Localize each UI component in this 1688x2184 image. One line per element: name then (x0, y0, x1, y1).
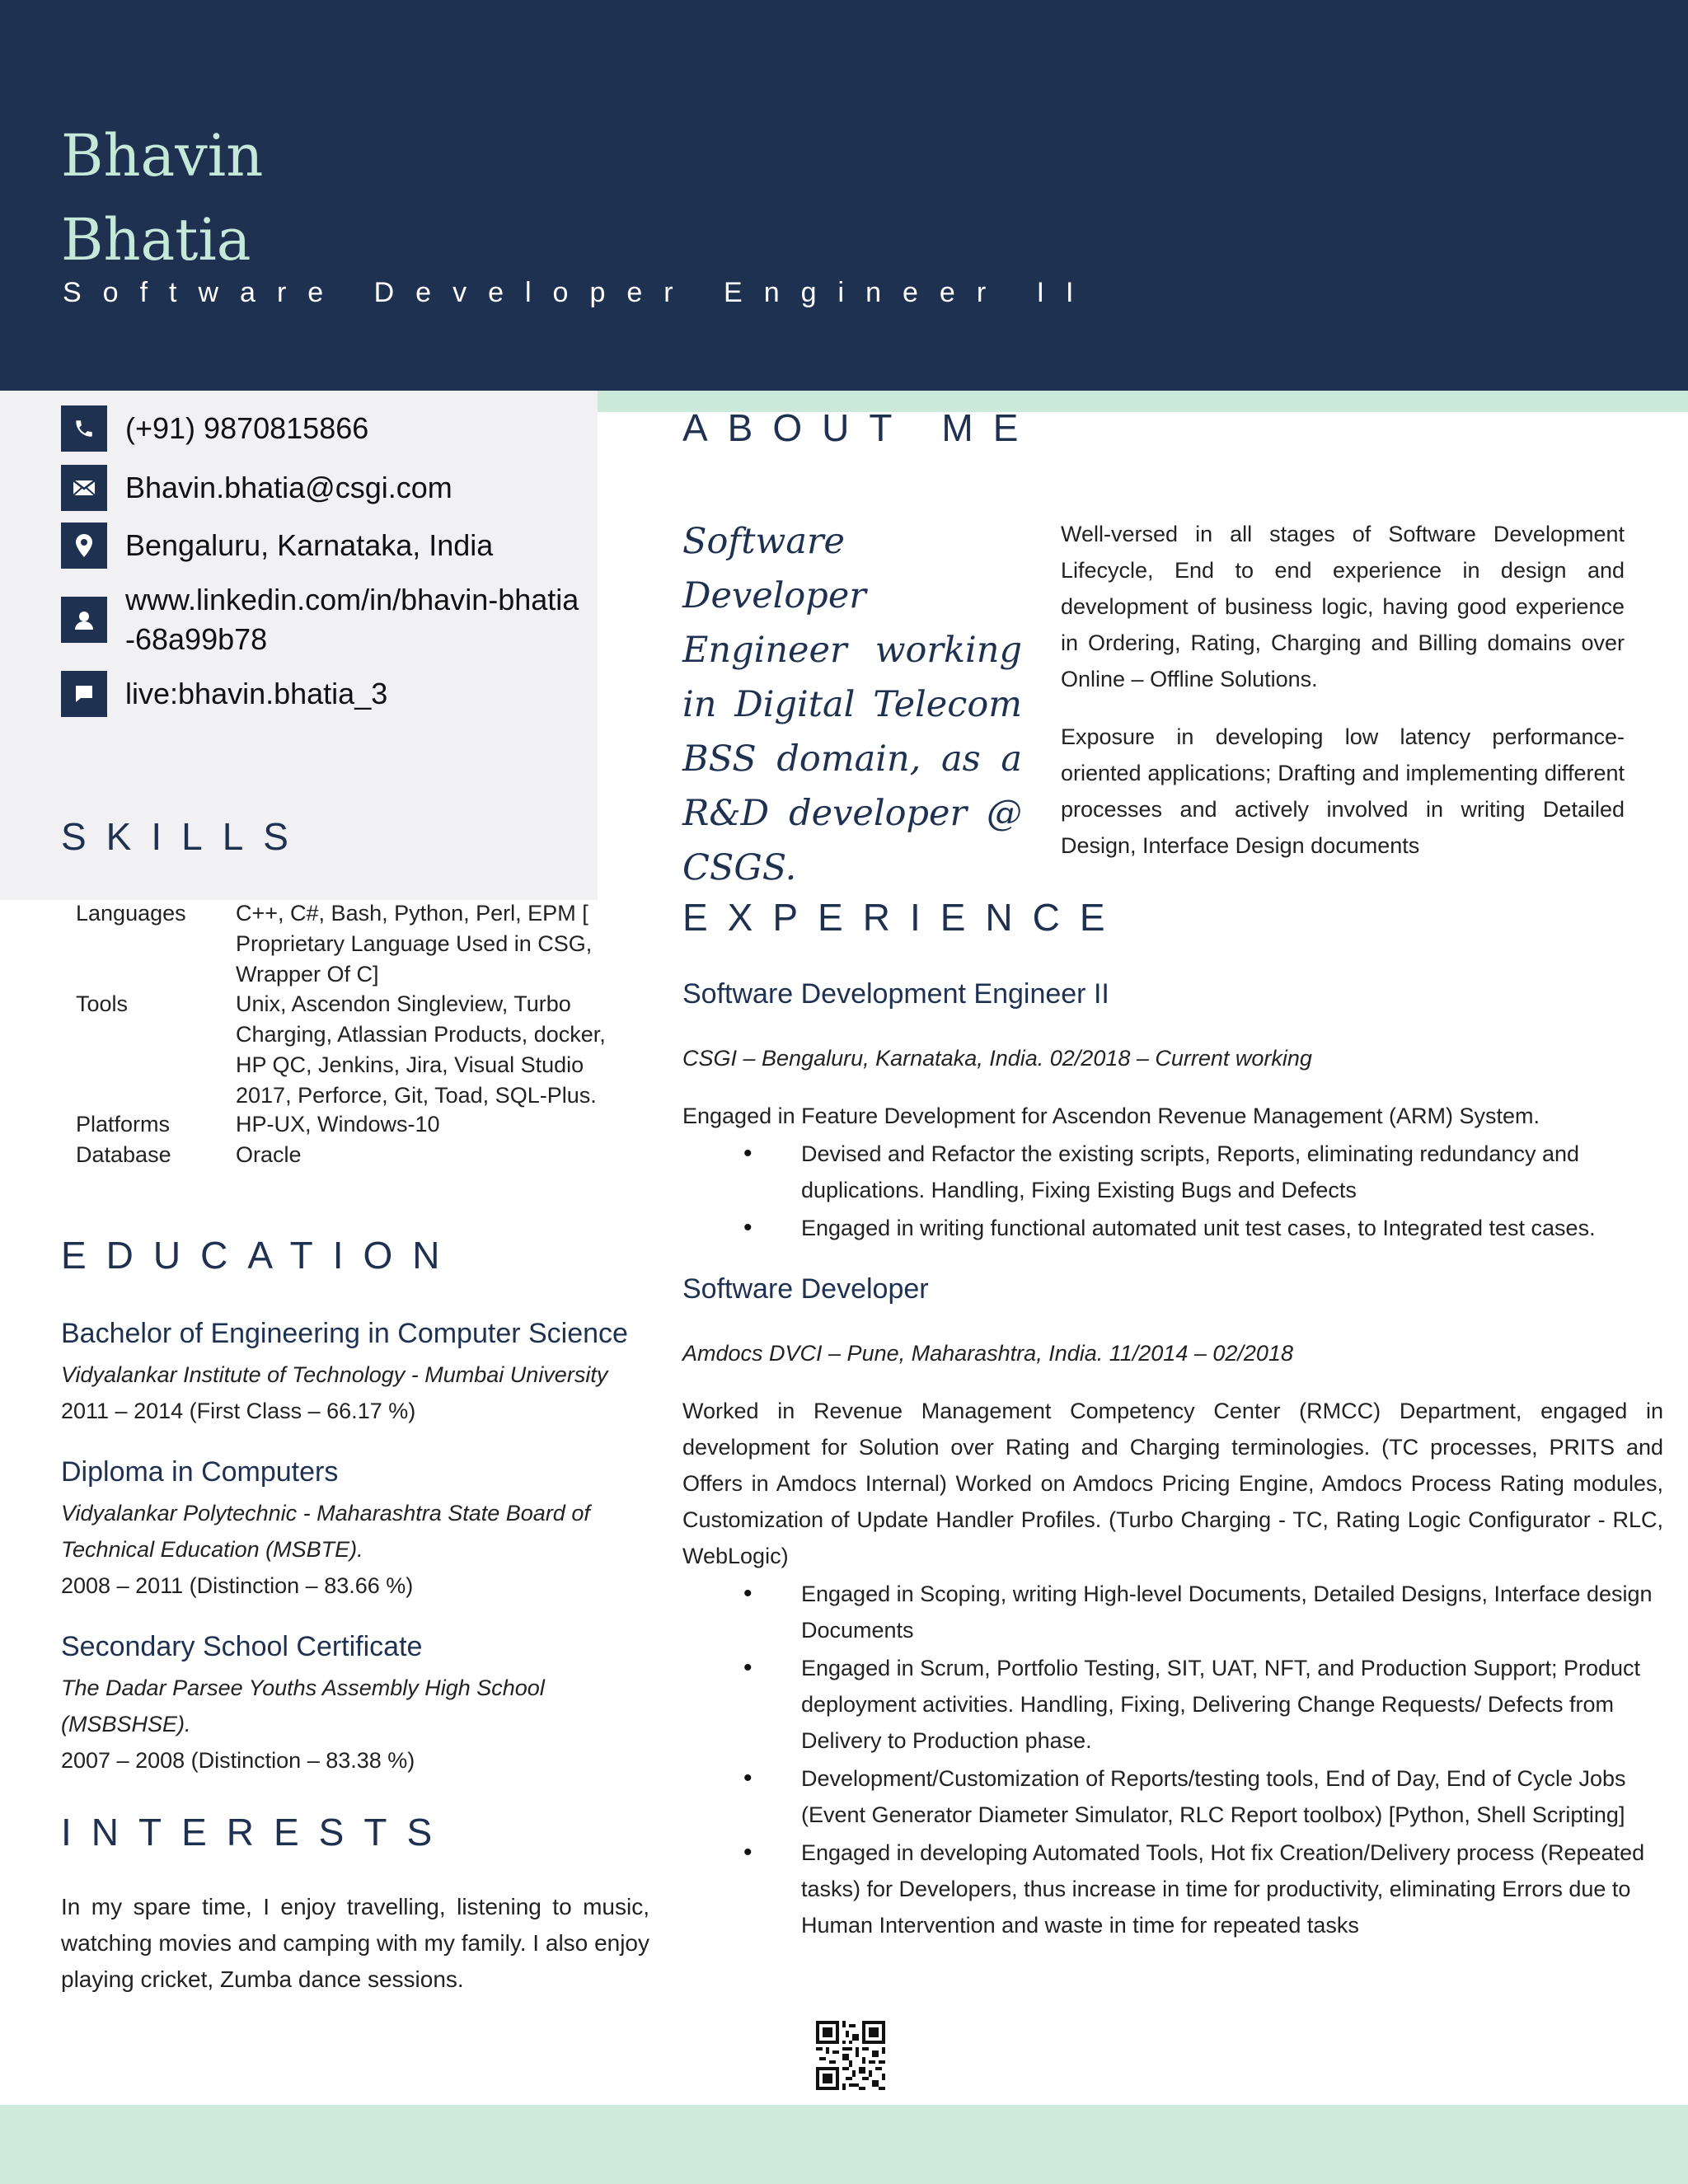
education-institution: Vidyalankar Polytechnic - Maharashtra State Board of Technical Education (MSBTE). (61, 1501, 590, 1562)
footer-band (0, 2105, 1688, 2184)
skype-id[interactable]: live:bhavin.bhatia_3 (125, 677, 388, 710)
education-degree: Diploma in Computers (61, 1456, 339, 1488)
first-name: Bhavin (61, 122, 264, 190)
skill-value: HP-UX, Windows-10 (236, 1112, 440, 1137)
phone-text[interactable]: (+91) 9870815866 (125, 411, 369, 445)
location-text: Bengaluru, Karnataka, India (125, 528, 494, 562)
last-name: Bhatia (61, 206, 251, 274)
job-company-dates: Amdocs DVCI – Pune, Maharashtra, India. 11/2014 – 02/2018 (682, 1341, 1293, 1366)
job-bullet: • Engaged in Scoping, writing High-level Documents, Detailed Designs, Interface design Documents (682, 1576, 1672, 1648)
contact-linkedin (61, 597, 107, 643)
job-summary: Worked in Revenue Management Competency Center (RMCC) Department, engaged in development for Solution over Rating and Charging terminologies. (TC processes, PRITS and Offers in Amdocs Internal) Worked on Amdocs Pricing Engine, Amdocs Process Rating modules, Customization of Update Handler Profiles. (Turbo Charging - TC, Rating Logic Configurator - RLC, WebLogic) (682, 1399, 1663, 1568)
about-paragraph: Exposure in developing low latency performance-oriented applications; Drafting and implementing different processes and actively involved in writing Detailed Design, Interface Design documents (1061, 724, 1625, 858)
contact-skype (61, 671, 387, 717)
job-bullet: • Devised and Refactor the existing scripts, Reports, eliminating redundancy and duplications. Handling, Fixing Existing Bugs and Defects (682, 1136, 1672, 1208)
contact-email (61, 465, 452, 511)
job-title: Software Developer (682, 1273, 929, 1305)
skill-value: Unix, Ascendon Singleview, Turbo Charging, Atlassian Products, docker, HP QC, Jenkins, Jira, Visual Studio 2017, Perforce, Git, Toad, SQL-Plus. (236, 991, 606, 1108)
job-bullet: • Engaged in Scrum, Portfolio Testing, SIT, UAT, NFT, and Production Support; Product deployment activities. Handling, Fixing, Delivering Change Requests/ Defects from Delivery to Production phase. (682, 1650, 1672, 1759)
education-dates: 2008 – 2011 (Distinction – 83.66 %) (61, 1573, 414, 1598)
job-tagline: Software Developer Engineer II (63, 277, 1095, 308)
about-paragraph: Well-versed in all stages of Software Development Lifecycle, End to end experience in design and development of business logic, having good experience in Ordering, Rating, Charging and Billing domains over Online – Offline Solutions. (1061, 522, 1625, 691)
linkedin-profile-icon (61, 597, 107, 643)
skill-value: C++, C#, Bash, Python, Perl, EPM [ Proprietary Language Used in CSG, Wrapper Of C] (236, 901, 593, 987)
education-dates: 2011 – 2014 (First Class – 66.17 %) (61, 1399, 416, 1423)
job-bullet: • Engaged in developing Automated Tools, Hot fix Creation/Delivery process (Repeated tasks) for Developers, thus increase in time for productivity, eliminating Errors due to Human Intervention and waste in time for repeated tasks (682, 1835, 1672, 1943)
education-heading: EDUCATION (61, 1234, 460, 1277)
location-pin-icon (61, 523, 107, 569)
about-summary-quote: Software Developer Engineer working in Digital Telecom BSS domain, as a R&D developer @ CSGS. (682, 521, 1022, 888)
education-degree: Secondary School Certificate (61, 1631, 423, 1662)
job-bullets (682, 1136, 1672, 1248)
skill-label: Tools (76, 991, 129, 1016)
phone-icon (61, 405, 107, 452)
skill-value: Oracle (236, 1142, 302, 1167)
linkedin-link[interactable]: www.linkedin.com/in/bhavin-bhatia-68a99b78 (125, 583, 579, 656)
skills-heading: SKILLS (61, 815, 308, 858)
email-link[interactable]: Bhavin.bhatia@csgi.com (125, 471, 452, 504)
chat-icon (61, 671, 107, 717)
job-summary: Engaged in Feature Development for Ascendon Revenue Management (ARM) System. (682, 1104, 1540, 1128)
contact-phone (61, 405, 368, 452)
education-dates: 2007 – 2008 (Distinction – 83.38 %) (61, 1748, 415, 1773)
job-title: Software Development Engineer II (682, 978, 1109, 1010)
education-institution: Vidyalankar Institute of Technology - Mumbai University (61, 1362, 608, 1387)
interests-heading: INTERESTS (61, 1811, 452, 1854)
contact-location (61, 523, 493, 569)
job-bullet: • Development/Customization of Reports/testing tools, End of Day, End of Cycle Jobs (Event Generator Diameter Simulator, RLC Report toolbox) [Python, Shell Scripting] (682, 1760, 1672, 1833)
about-heading: ABOUT ME (682, 406, 1039, 449)
skill-label: Languages (76, 901, 186, 926)
header-banner (0, 0, 1688, 391)
education-degree: Bachelor of Engineering in Computer Science (61, 1318, 628, 1349)
job-bullet: • Engaged in writing functional automated unit test cases, to Integrated test cases. (682, 1210, 1672, 1246)
job-company-dates: CSGI – Bengaluru, Karnataka, India. 02/2018 – Current working (682, 1046, 1312, 1071)
experience-heading: EXPERIENCE (682, 896, 1125, 939)
mail-icon (61, 465, 107, 511)
job-bullets (682, 1576, 1672, 1945)
skill-label: Platforms (76, 1112, 171, 1137)
education-institution: The Dadar Parsee Youths Assembly High School (MSBSHSE). (61, 1675, 545, 1736)
qr-code-icon (816, 2021, 885, 2090)
interests-text: In my spare time, I enjoy travelling, listening to music, watching movies and camping with my family. I also enjoy playing cricket, Zumba dance sessions. (61, 1894, 649, 1992)
skill-label: Database (76, 1142, 171, 1167)
